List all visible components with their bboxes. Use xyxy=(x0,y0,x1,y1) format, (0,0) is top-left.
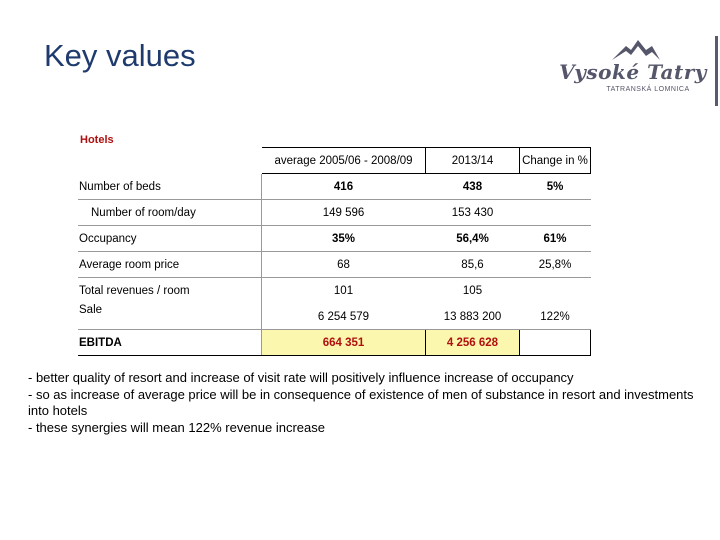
table-row xyxy=(79,174,591,200)
row-2013: 438 xyxy=(426,174,520,200)
row-change: 25,8% xyxy=(520,252,591,278)
table-row-ebitda xyxy=(79,330,591,356)
note-line: - these synergies will mean 122% revenue increase xyxy=(28,419,325,435)
row-change xyxy=(520,200,591,226)
row-avg: 101 xyxy=(262,278,426,304)
row-2013: 153 430 xyxy=(426,200,520,226)
row-avg: 35% xyxy=(262,226,426,252)
row-label: Occupancy xyxy=(79,226,262,252)
row-label: Sale xyxy=(79,304,262,330)
row-change: 61% xyxy=(520,226,591,252)
logo-wordmark: Vysoké Tatry xyxy=(559,60,707,84)
row-avg: 149 596 xyxy=(262,200,426,226)
notes-block xyxy=(28,370,708,436)
table-row xyxy=(79,200,591,226)
logo-subtitle: TATRANSKÁ LOMNICA xyxy=(606,86,690,93)
row-change: 122% xyxy=(520,304,591,330)
vysoke-tatry-logo xyxy=(558,36,718,106)
note-line: - so as increase of average price will be in consequence of existence of men of substance in resort and investments into hotels xyxy=(28,386,694,418)
row-2013: 13 883 200 xyxy=(426,304,520,330)
header-cell-change: Change in % xyxy=(520,148,591,174)
row-avg: 68 xyxy=(262,252,426,278)
mountain-icon xyxy=(612,36,660,62)
row-label: Number of beds xyxy=(79,174,262,200)
page-title: Key values xyxy=(44,38,196,73)
row-2013: 4 256 628 xyxy=(426,330,520,356)
header-cell-empty xyxy=(79,148,262,174)
table-row xyxy=(79,278,591,304)
table-row xyxy=(79,304,591,330)
row-2013: 105 xyxy=(426,278,520,304)
note-line: - better quality of resort and increase of visit rate will positively influence increase of occupancy xyxy=(28,370,574,385)
row-2013: 56,4% xyxy=(426,226,520,252)
header-cell-average: average 2005/06 - 2008/09 xyxy=(262,148,426,174)
row-change xyxy=(520,278,591,304)
row-2013: 85,6 xyxy=(426,252,520,278)
table-header-row xyxy=(79,148,591,174)
header-cell-2013: 2013/14 xyxy=(426,148,520,174)
table-row xyxy=(79,252,591,278)
row-label: Number of room/day xyxy=(79,200,262,226)
row-avg: 6 254 579 xyxy=(262,304,426,330)
row-avg: 664 351 xyxy=(262,330,426,356)
row-avg: 416 xyxy=(262,174,426,200)
table-row xyxy=(79,226,591,252)
row-change: 5% xyxy=(520,174,591,200)
row-label: Total revenues / room xyxy=(79,278,262,304)
row-label: EBITDA xyxy=(79,330,262,356)
logo-edge-bar xyxy=(715,36,718,106)
key-values-table xyxy=(78,147,591,356)
row-label: Average room price xyxy=(79,252,262,278)
section-label: Hotels xyxy=(80,134,114,146)
row-change xyxy=(520,330,591,356)
